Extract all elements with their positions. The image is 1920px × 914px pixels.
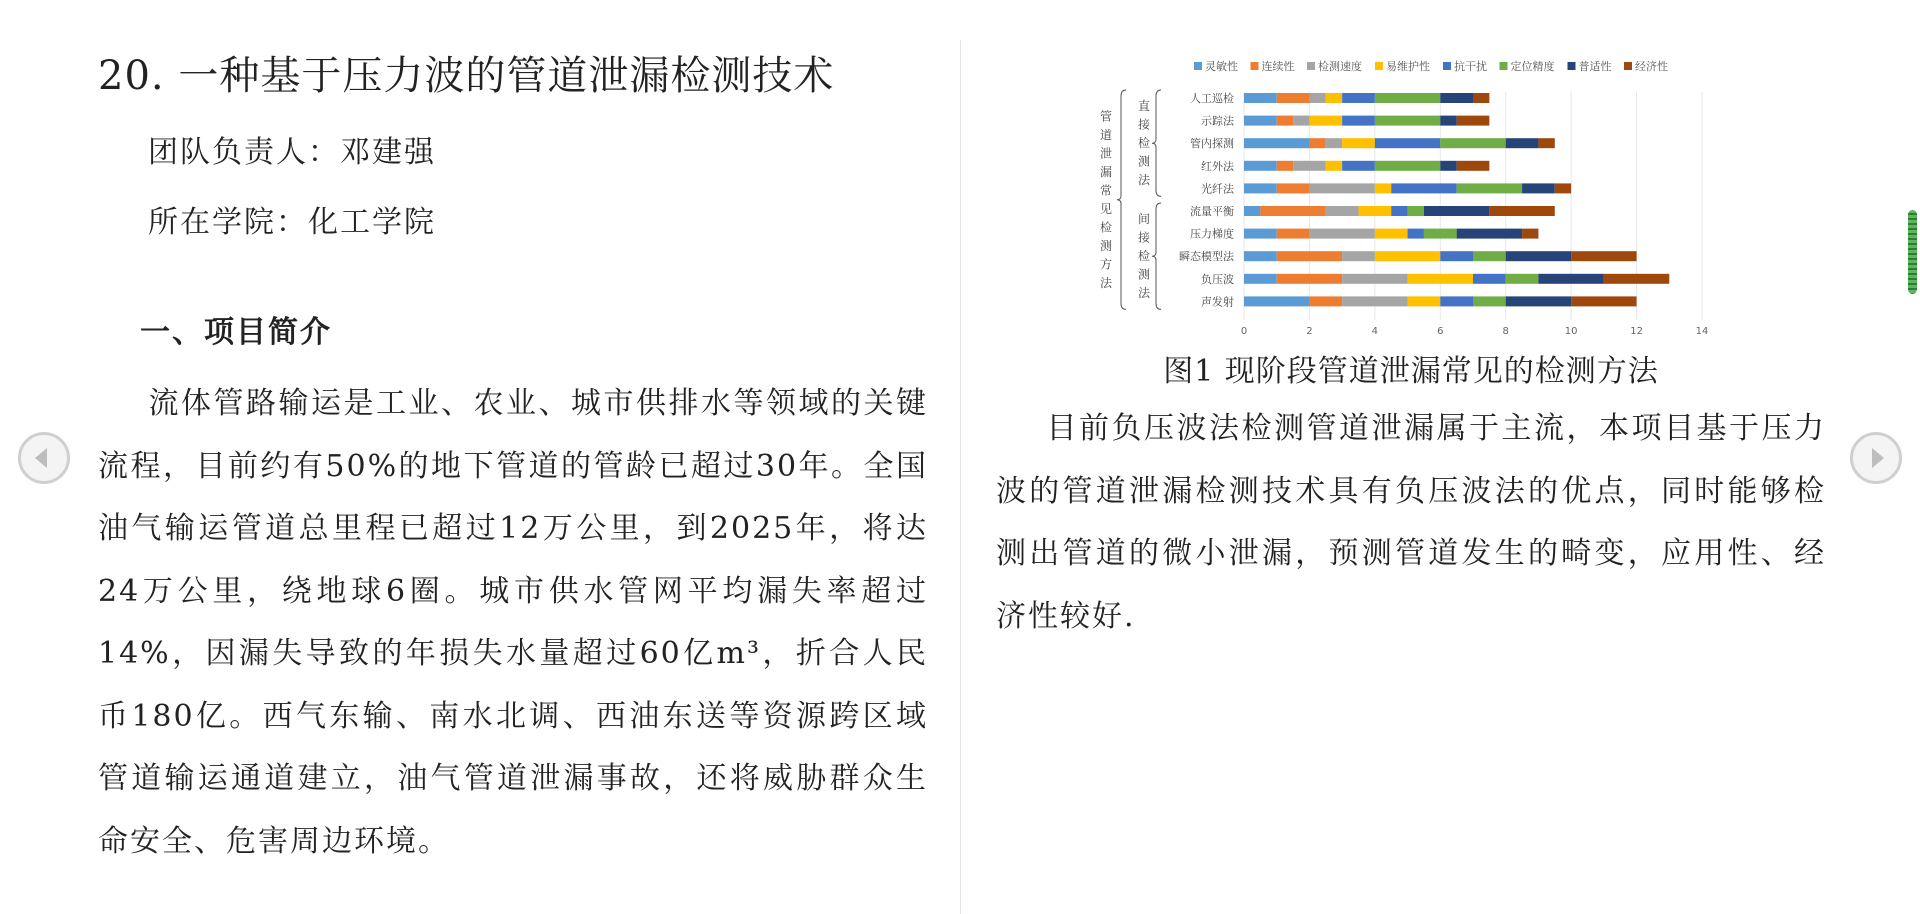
bar-segment: [1571, 251, 1636, 261]
bar-segment: [1408, 274, 1473, 284]
bar-segment: [1244, 274, 1277, 284]
scrollbar-thumb[interactable]: [1908, 210, 1917, 294]
bar-segment: [1260, 206, 1325, 216]
bar-segment: [1309, 138, 1325, 148]
figure-caption: 图1 现阶段管道泄漏常见的检测方法: [1163, 354, 1659, 389]
bar-segment: [1244, 296, 1309, 306]
bar-segment: [1244, 251, 1277, 261]
legend-label: 易维护性: [1386, 60, 1430, 73]
bar-segment: [1538, 274, 1603, 284]
bar-segment: [1277, 274, 1342, 284]
bar-segment: [1408, 296, 1441, 306]
legend-swatch: [1500, 62, 1508, 70]
legend-label: 灵敏性: [1205, 60, 1238, 73]
group-label: 直接检测法: [1137, 99, 1151, 188]
x-tick-label: 2: [1306, 326, 1313, 337]
bar-segment: [1293, 161, 1326, 171]
bar-segment: [1375, 138, 1440, 148]
bar-segment: [1506, 251, 1571, 261]
category-label: 人工巡检: [1190, 92, 1234, 105]
bar-segment: [1506, 138, 1539, 148]
bar-segment: [1440, 116, 1456, 126]
bar-segment: [1244, 206, 1260, 216]
bar-segment: [1342, 138, 1375, 148]
legend-swatch: [1568, 62, 1576, 70]
category-label: 声发射: [1201, 295, 1234, 309]
section-heading: 一、项目简介: [140, 315, 332, 350]
bar-segment: [1309, 183, 1374, 193]
x-tick-label: 8: [1502, 326, 1509, 337]
arrow-left-icon: [35, 448, 47, 468]
bar-segment: [1244, 93, 1277, 103]
legend-swatch: [1375, 62, 1383, 70]
bar-segment: [1473, 93, 1489, 103]
bar-segment: [1522, 183, 1555, 193]
bar-segment: [1604, 274, 1669, 284]
arrow-right-icon: [1872, 448, 1884, 468]
bar-segment: [1457, 229, 1522, 239]
group-brace: [1152, 203, 1161, 309]
bar-segment: [1391, 183, 1456, 193]
previous-page-button[interactable]: [18, 432, 70, 484]
group-brace: [1152, 90, 1161, 196]
chart-figure: [996, 40, 1826, 340]
intro-paragraph: 流体管路输运是工业、农业、城市供排水等领域的关键流程，目前约有50%的地下管道的管龄已超过30年。全国油气输运管道总里程已超过12万公里，到2025年，将达24万公里，绕地球6圈。城市供水管网平均漏失率超过14%，因漏失导致的年损失水量超过60亿m³，折合人民币180亿。西气东输、南水北调、西油东送等资源跨区域管道输运通道建立，油气管道泄漏事故，还将威胁群众生命安全、危害周边环境。: [98, 386, 928, 859]
next-page-button[interactable]: [1850, 432, 1902, 484]
bar-segment: [1277, 183, 1310, 193]
bar-segment: [1277, 161, 1293, 171]
bar-segment: [1440, 296, 1473, 306]
bar-segment: [1342, 161, 1375, 171]
bar-segment: [1375, 161, 1440, 171]
bar-segment: [1375, 183, 1391, 193]
legend-swatch: [1307, 62, 1315, 70]
legend-swatch: [1251, 62, 1259, 70]
bar-segment: [1309, 296, 1342, 306]
bar-segment: [1293, 116, 1309, 126]
x-tick-label: 6: [1437, 326, 1444, 337]
right-page: [996, 40, 1826, 648]
bar-segment: [1408, 229, 1424, 239]
bar-segment: [1342, 296, 1407, 306]
bar-segment: [1342, 116, 1375, 126]
bar-segment: [1375, 93, 1440, 103]
bar-segment: [1342, 274, 1407, 284]
page-title: 20. 一种基于压力波的管道泄漏检测技术: [98, 53, 835, 99]
page-divider: [960, 40, 961, 914]
bar-segment: [1342, 93, 1375, 103]
bar-segment: [1375, 229, 1408, 239]
bar-segment: [1506, 274, 1539, 284]
category-label: 压力梯度: [1190, 227, 1234, 241]
team-leader: 团队负责人：邓建强: [148, 135, 436, 170]
bar-segment: [1244, 138, 1309, 148]
bar-segment: [1326, 161, 1342, 171]
legend-label: 经济性: [1635, 60, 1668, 73]
outer-group-label: 管道泄漏常见检测方法: [1099, 109, 1113, 290]
category-label: 瞬态模型法: [1179, 250, 1234, 264]
bar-segment: [1473, 251, 1506, 261]
legend-label: 连续性: [1261, 60, 1295, 73]
x-tick-label: 0: [1240, 326, 1248, 337]
method-paragraph: 目前负压波法检测管道泄漏属于主流，本项目基于压力波的管道泄漏检测技术具有负压波法的优点，同时能够检测出管道的微小泄漏，预测管道发生的畸变，应用性、经济性较好.: [996, 411, 1826, 634]
outer-brace: [1117, 90, 1126, 309]
legend-swatch: [1443, 62, 1451, 70]
bar-segment: [1440, 251, 1473, 261]
legend-label: 检测速度: [1318, 60, 1362, 73]
bar-segment: [1522, 229, 1538, 239]
bar-segment: [1375, 116, 1440, 126]
bar-segment: [1391, 206, 1407, 216]
bar-segment: [1309, 93, 1325, 103]
bar-segment: [1244, 161, 1277, 171]
legend-swatch: [1194, 62, 1202, 70]
bar-segment: [1309, 229, 1374, 239]
bar-segment: [1473, 274, 1506, 284]
bar-segment: [1506, 296, 1571, 306]
legend-label: 定位精度: [1510, 60, 1555, 73]
bar-segment: [1473, 296, 1506, 306]
college: 所在学院：化工学院: [148, 205, 436, 240]
legend-label: 抗干扰: [1454, 60, 1487, 73]
bar-segment: [1277, 116, 1293, 126]
bar-segment: [1244, 183, 1277, 193]
bar-segment: [1424, 229, 1457, 239]
category-label: 管内探测: [1190, 137, 1234, 151]
x-tick-label: 12: [1630, 326, 1643, 337]
category-label: 负压波: [1201, 272, 1234, 286]
bar-segment: [1342, 251, 1375, 261]
category-label: 示踪法: [1201, 114, 1234, 128]
bar-segment: [1555, 183, 1571, 193]
bar-segment: [1375, 251, 1440, 261]
category-label: 光纤法: [1201, 182, 1234, 196]
group-label: 间接检测法: [1137, 212, 1151, 301]
category-label: 红外法: [1201, 159, 1234, 173]
bar-segment: [1424, 206, 1489, 216]
bar-segment: [1359, 206, 1392, 216]
bar-segment: [1538, 138, 1554, 148]
bar-segment: [1244, 229, 1277, 239]
bar-segment: [1277, 93, 1310, 103]
bar-segment: [1489, 206, 1554, 216]
bar-segment: [1326, 138, 1342, 148]
legend-label: 普适性: [1578, 60, 1612, 73]
x-tick-label: 4: [1371, 326, 1379, 337]
x-tick-label: 14: [1695, 326, 1709, 337]
bar-segment: [1571, 296, 1636, 306]
bar-segment: [1457, 161, 1490, 171]
left-page: [98, 40, 928, 873]
legend-swatch: [1624, 62, 1632, 70]
category-label: 流量平衡: [1190, 205, 1234, 218]
bar-segment: [1277, 229, 1310, 239]
bar-segment: [1440, 161, 1456, 171]
bar-segment: [1309, 116, 1342, 126]
bar-segment: [1326, 93, 1342, 103]
bar-segment: [1326, 206, 1359, 216]
bar-segment: [1440, 93, 1473, 103]
bar-segment: [1457, 116, 1490, 126]
bar-segment: [1277, 251, 1342, 261]
bar-segment: [1244, 116, 1277, 126]
bar-segment: [1457, 183, 1522, 193]
bar-segment: [1408, 206, 1424, 216]
x-tick-label: 10: [1564, 326, 1578, 337]
bar-segment: [1440, 138, 1505, 148]
